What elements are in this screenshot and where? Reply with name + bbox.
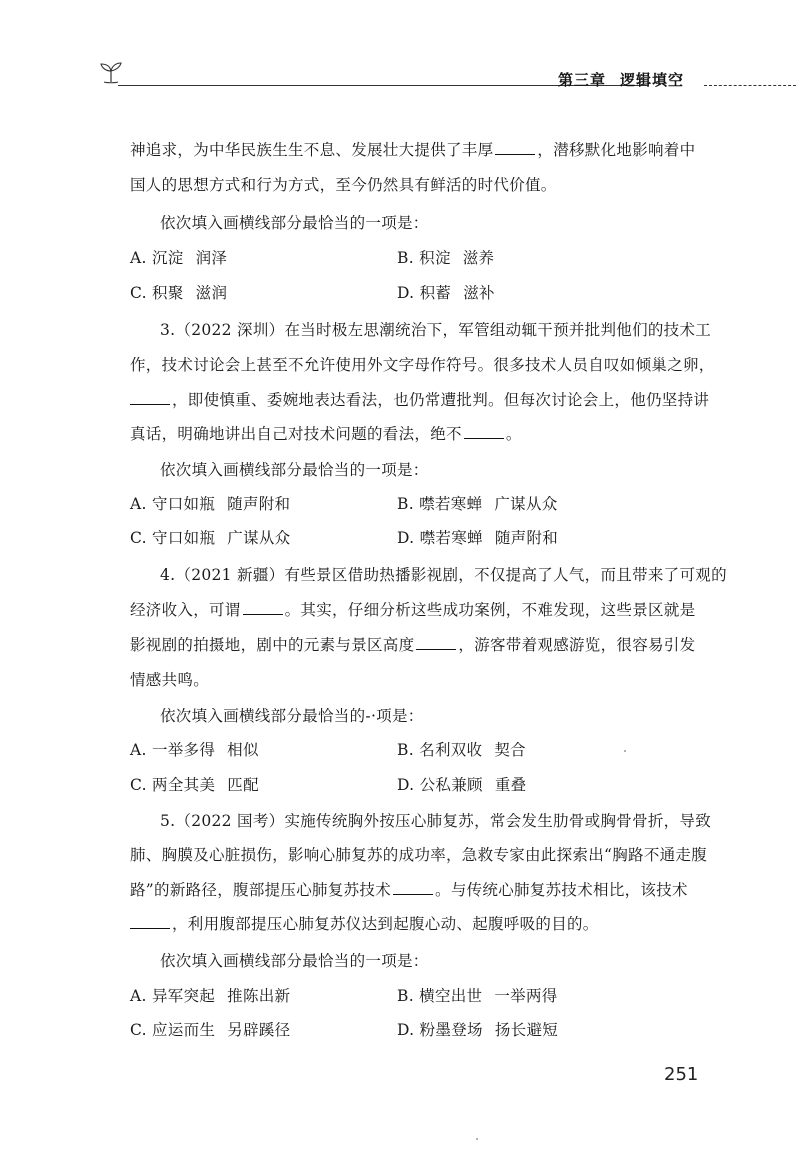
sprout-icon <box>96 58 126 88</box>
q2-line-1 <box>130 140 695 160</box>
q4-option-a: A. 一举多得 相似 <box>130 741 259 759</box>
q4-option-d: D. 公私兼顾 重叠 <box>397 776 527 794</box>
q4-prompt: 依次填入画横线部分最恰当的-·项是： <box>160 707 424 725</box>
q5-line-2: 肺、胸膜及心脏损伤，影响心肺复苏的成功率，急救专家由此探索出“胸路不通走腹 <box>130 846 708 864</box>
q3-option-b: B. 噤若寒蝉 广谋从众 <box>397 495 558 513</box>
q5-prompt: 依次填入画横线部分最恰当的一项是： <box>160 952 429 970</box>
q3-line-4 <box>130 424 522 444</box>
chapter-number: 第三章 <box>558 71 607 89</box>
text-span: 影视剧的拍摄地，剧中的元素与景区高度 <box>130 636 415 654</box>
fill-blank <box>495 140 535 155</box>
q4-line-1: 4.（2021 新疆）有些景区借助热播影视剧，不仅提高了人气，而且带来了可观的 <box>160 566 727 584</box>
page-number: 251 <box>664 1064 699 1085</box>
q2-option-b: B. 积淀 滋养 <box>397 249 495 267</box>
text-span: ，利用腹部提压心肺复苏仪达到起腹心动、起腹呼吸的目的。 <box>172 915 599 933</box>
q5-option-d: D. 粉墨登场 扬长避短 <box>397 1021 559 1039</box>
q5-line-1: 5.（2022 国考）实施传统胸外按压心肺复苏，常会发生肋骨或胸骨骨折，导致 <box>160 812 712 830</box>
text-span: 经济收入，可谓 <box>130 601 241 619</box>
fill-blank <box>416 635 456 650</box>
text-span: 真话，明确地讲出自己对技术问题的看法，绝不 <box>130 425 462 443</box>
q2-option-d: D. 积蓄 滋补 <box>397 284 495 302</box>
fill-blank <box>130 914 170 929</box>
text-span: 路”的新路径，腹部提压心肺复苏技术 <box>130 881 392 899</box>
q2-option-a: A. 沉淀 润泽 <box>130 249 228 267</box>
q4-line-4: 情感共鸣。 <box>130 671 210 689</box>
text-span: ，即使慎重、委婉地表达看法，也仍常遭批判。但每次讨论会上，他仍坚持讲 <box>172 391 710 409</box>
q5-option-c: C. 应运而生 另辟蹊径 <box>130 1021 291 1039</box>
text-span: 神追求，为中华民族生生不息、发展壮大提供了丰厚 <box>130 141 494 159</box>
chapter-title <box>558 69 684 90</box>
text-span: 。与传统心肺复苏技术相比，该技术 <box>435 881 688 899</box>
running-header <box>96 56 796 100</box>
q3-line-1: 3.（2022 深圳）在当时极左思潮统治下，军管组动辄干预并批判他们的技术工 <box>160 321 712 339</box>
q3-option-a: A. 守口如瓶 随声附和 <box>130 495 291 513</box>
q5-option-b: B. 横空出世 一举两得 <box>397 987 558 1005</box>
q2-line-2: 国人的思想方式和行为方式，至今仍然具有鲜活的时代价值。 <box>130 176 557 194</box>
scan-speck <box>476 1138 478 1140</box>
q4-option-b: B. 名利双收 契合 <box>397 741 526 759</box>
fill-blank <box>130 390 170 405</box>
q3-line-2: 作，技术讨论会上甚至不允许使用外文字母作符号。很多技术人员自叹如倾巢之卵， <box>130 356 715 374</box>
q4-line-2 <box>130 600 695 620</box>
q3-prompt: 依次填入画横线部分最恰当的一项是： <box>160 461 429 479</box>
scan-speck <box>624 750 626 752</box>
q5-option-a: A. 异军突起 推陈出新 <box>130 987 291 1005</box>
text-span: ，潜移默化地影响着中 <box>537 141 696 159</box>
q4-line-3 <box>130 635 695 655</box>
q5-line-3 <box>130 880 688 900</box>
fill-blank <box>243 600 283 615</box>
q2-option-c: C. 积聚 滋润 <box>130 284 228 302</box>
chapter-name: 逻辑填空 <box>620 71 685 89</box>
text-span: 。其实，仔细分析这些成功案例，不难发现，这些景区就是 <box>284 601 696 619</box>
header-rule-right <box>704 85 796 86</box>
text-span: 。 <box>505 425 522 443</box>
q2-prompt: 依次填入画横线部分最恰当的一项是： <box>160 214 429 232</box>
q3-option-c: C. 守口如瓶 广谋从众 <box>130 529 291 547</box>
q3-line-3 <box>130 390 709 410</box>
q4-option-c: C. 两全其美 匹配 <box>130 776 259 794</box>
fill-blank <box>393 880 433 895</box>
q3-option-d: D. 噤若寒蝉 随声附和 <box>397 529 559 547</box>
text-span: ，游客带着观感游览，很容易引发 <box>458 636 696 654</box>
fill-blank <box>464 424 504 439</box>
q5-line-4 <box>130 914 599 934</box>
